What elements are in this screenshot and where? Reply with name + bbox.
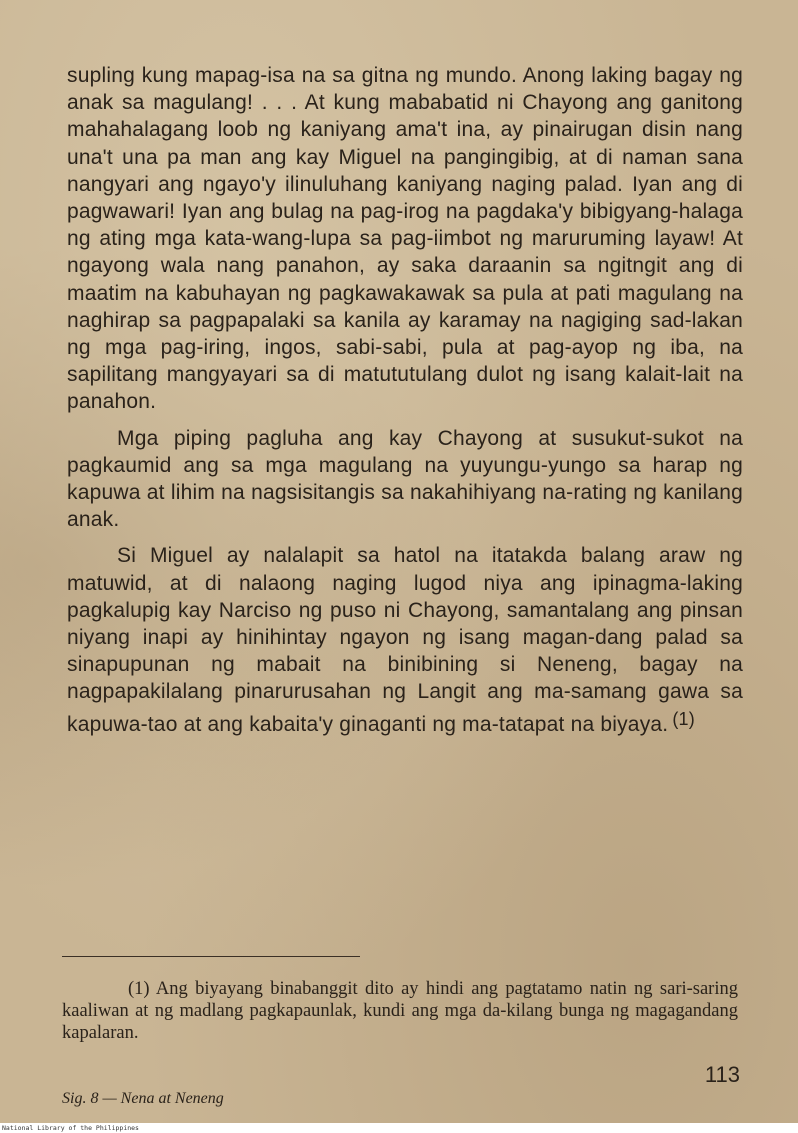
page-number: 113	[704, 1062, 740, 1087]
footnote-divider	[62, 956, 360, 957]
footnote-reference: (1)	[672, 708, 695, 729]
body-text	[67, 62, 743, 747]
library-credit: National Library of the Philippines	[0, 1123, 798, 1133]
paragraph-1-text: supling kung mapag-isa na sa gitna ng mundo. Anong laking bagay ng anak sa magulang! . . . At kung mababatid ni Chayong ang ganitong mahahalagang loob ng kaniyang ama't ina, ay pinairugan disin nang una't una pa man ang kay Miguel na pangingibig, at di naman sana nangyari ang ngayo'y ilinuluhang kaniyang naging palad. Iyan ang di pagwawari! Iyan ang bulag na pag-irog na pagdaka'y bibigyang-halaga ng ating mga kata-wang-lupa sa pag-iimbot ng maruruming layaw! At ngayong wala nang panahon, ay saka daraanin sa ngitngit ang di maatim na kabuhayan ng pagkawakawak sa pula at pati magulang na naghirap sa pagpapalaki sa kanila ay karamay na nagiging sad-lakan ng mga pag-iring, ingos, sabi-sabi, pula at pag-ayop ng iba, na sapilitang mangyayari sa di matututulang dulot ng isang kalait-lait na panahon.	[67, 64, 743, 414]
paragraph-2-text: Mga piping pagluha ang kay Chayong at susukut-sukot na pagkaumid ang sa mga magulang na yuyungu-yungo sa harap ng kapuwa at lihim na nagsisitangis sa nakahihiyang na-rating ng kanilang anak.	[67, 426, 743, 532]
paragraph-2	[67, 425, 743, 534]
paragraph-1	[67, 62, 743, 416]
paragraph-3-text: Si Miguel ay nalalapit sa hatol na itatakda balang araw ng matuwid, at di nalaong naging lugod niya ang ipinagma-laking pagkalupig kay Narciso ng puso ni Chayong, samantalang ang pinsan niyang inapi ay hinihintay ngayon ng isang magan-dang palad sa sinapupunan ng mabait na binibining si Neneng, bagay na nagpapakilalang pinarurusahan ng Langit ang ma-samang gawa sa kapuwa-tao at ang kabaita'y ginaganti ng ma-tatapat na biyaya.	[67, 544, 743, 736]
paragraph-3	[67, 542, 743, 737]
footnote: (1) Ang biyayang binabanggit dito ay hindi ang pagtatamo natin ng sari-saring kaaliwan at ng madlang pagkapaunlak, kundi ang mga da-kilang bunga ng magagandang kapalaran.	[62, 979, 738, 1043]
signature-mark: Sig. 8 — Nena at Neneng	[62, 1090, 224, 1107]
